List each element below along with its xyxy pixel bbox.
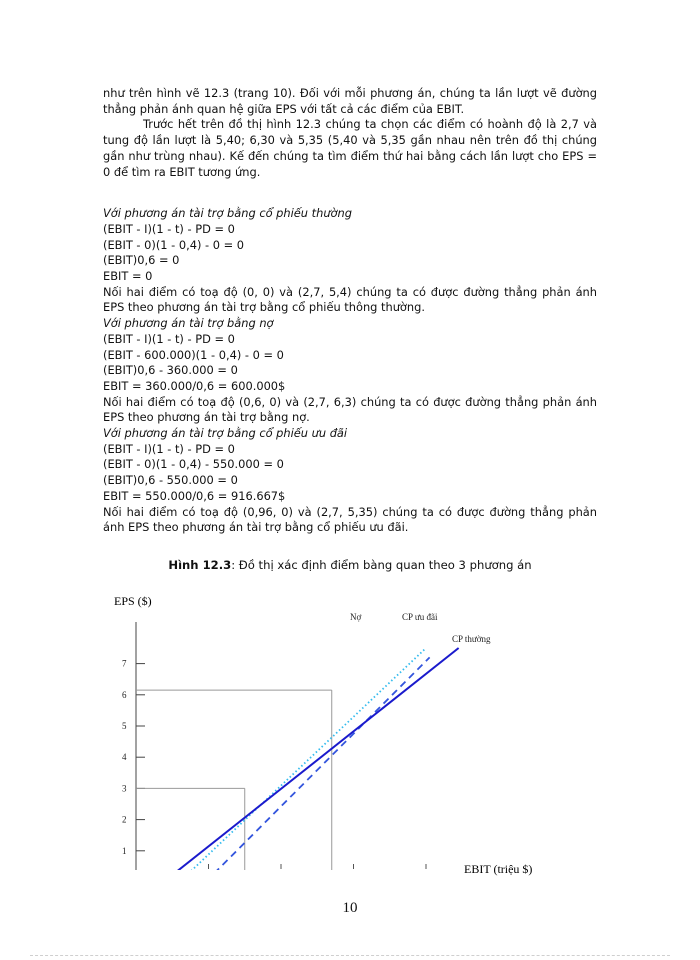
section-conclusion: Nối hai điểm có toạ độ (0,96, 0) và (2,7, 5,35) chúng ta có được đường thẳng phản ánh EPS theo phương án tài trợ bằng cổ phiếu ưu đãi. bbox=[103, 504, 597, 535]
equation: EBIT = 550.000/0,6 = 916.667$ bbox=[103, 488, 286, 503]
series-label: CP thường bbox=[452, 634, 491, 644]
section-heading: Với phương án tài trợ bằng nợ bbox=[103, 316, 274, 331]
y-tick-label: 2 bbox=[122, 814, 127, 825]
document-body bbox=[103, 86, 597, 536]
figure-caption-text: : Đồ thị xác định điểm bàng quan theo 3 phương án bbox=[231, 558, 532, 572]
footer-divider bbox=[30, 955, 670, 956]
y-tick-label: 1 bbox=[122, 845, 127, 856]
y-tick-label: 4 bbox=[122, 752, 127, 763]
equation: (EBIT)0,6 - 360.000 = 0 bbox=[103, 363, 238, 378]
section-preferred-stock bbox=[103, 426, 597, 536]
eps-ebit-chart bbox=[0, 580, 700, 876]
equation: (EBIT)0,6 - 550.000 = 0 bbox=[103, 473, 238, 488]
figure-label: Hình 12.3 bbox=[168, 558, 232, 572]
page-number: 10 bbox=[342, 900, 358, 916]
series-line-0 bbox=[180, 648, 427, 876]
y-tick-label: 5 bbox=[122, 721, 127, 731]
equation: EBIT = 360.000/0,6 = 600.000$ bbox=[103, 378, 286, 393]
equation: (EBIT - I)(1 - t) - PD = 0 bbox=[103, 221, 235, 236]
paragraph-method: Trước hết trên đồ thị hình 12.3 chúng ta chọn các điểm có hoành độ là 2,7 và tung độ lần lượt là 5,40; 6,30 và 5,35 (5,40 và 5,35 gần nhau nên trên đồ thị chúng gần như trùng nhau). Kế đến chúng ta tìm điểm thứ hai bằng cách lần lượt cho EPS = 0 để tìm ra EBIT tương ứng. bbox=[103, 117, 597, 179]
section-conclusion: Nối hai điểm có toạ độ (0, 0) và (2,7, 5,4) chúng ta có được đường thẳng phản ánh EPS theo phương án tài trợ bằng cổ phiếu thông thường. bbox=[103, 284, 597, 315]
equation: (EBIT)0,6 = 0 bbox=[103, 253, 180, 268]
y-tick-label: 6 bbox=[122, 689, 127, 700]
series-label: CP ưu đãi bbox=[402, 612, 438, 622]
x-axis-label: EBIT (triệu $) bbox=[464, 862, 533, 876]
equation: (EBIT - I)(1 - t) - PD = 0 bbox=[103, 331, 235, 346]
equation: (EBIT - 600.000)(1 - 0,4) - 0 = 0 bbox=[103, 347, 284, 362]
section-heading: Với phương án tài trợ bằng cổ phiếu thường bbox=[103, 206, 352, 221]
section-common-stock bbox=[103, 206, 597, 316]
equation: (EBIT - I)(1 - t) - PD = 0 bbox=[103, 441, 235, 456]
equation: (EBIT - 0)(1 - 0,4) - 550.000 = 0 bbox=[103, 457, 284, 472]
y-axis-label: EPS ($) bbox=[114, 594, 152, 608]
paragraph-intro: như trên hình vẽ 12.3 (trang 10). Đối với mỗi phương án, chúng ta lần lượt vẽ đường thẳng phản ánh quan hệ giữa EPS với tất cả các điểm của EBIT. bbox=[103, 86, 597, 116]
equation: (EBIT - 0)(1 - 0,4) - 0 = 0 bbox=[103, 237, 245, 252]
equation: EBIT = 0 bbox=[103, 269, 153, 284]
series-label: Nợ bbox=[350, 612, 362, 622]
section-conclusion: Nối hai điểm có toạ độ (0,6, 0) và (2,7, 6,3) chúng ta có được đường thẳng phản ánh EPS theo phương án tài trợ bằng nợ. bbox=[103, 394, 597, 425]
figure-caption bbox=[0, 558, 700, 572]
series-line-2 bbox=[164, 648, 459, 876]
section-heading: Với phương án tài trợ bằng cổ phiếu ưu đãi bbox=[103, 426, 348, 441]
section-debt bbox=[103, 316, 597, 426]
y-tick-label: 7 bbox=[122, 658, 127, 669]
y-tick-label: 3 bbox=[122, 783, 127, 794]
